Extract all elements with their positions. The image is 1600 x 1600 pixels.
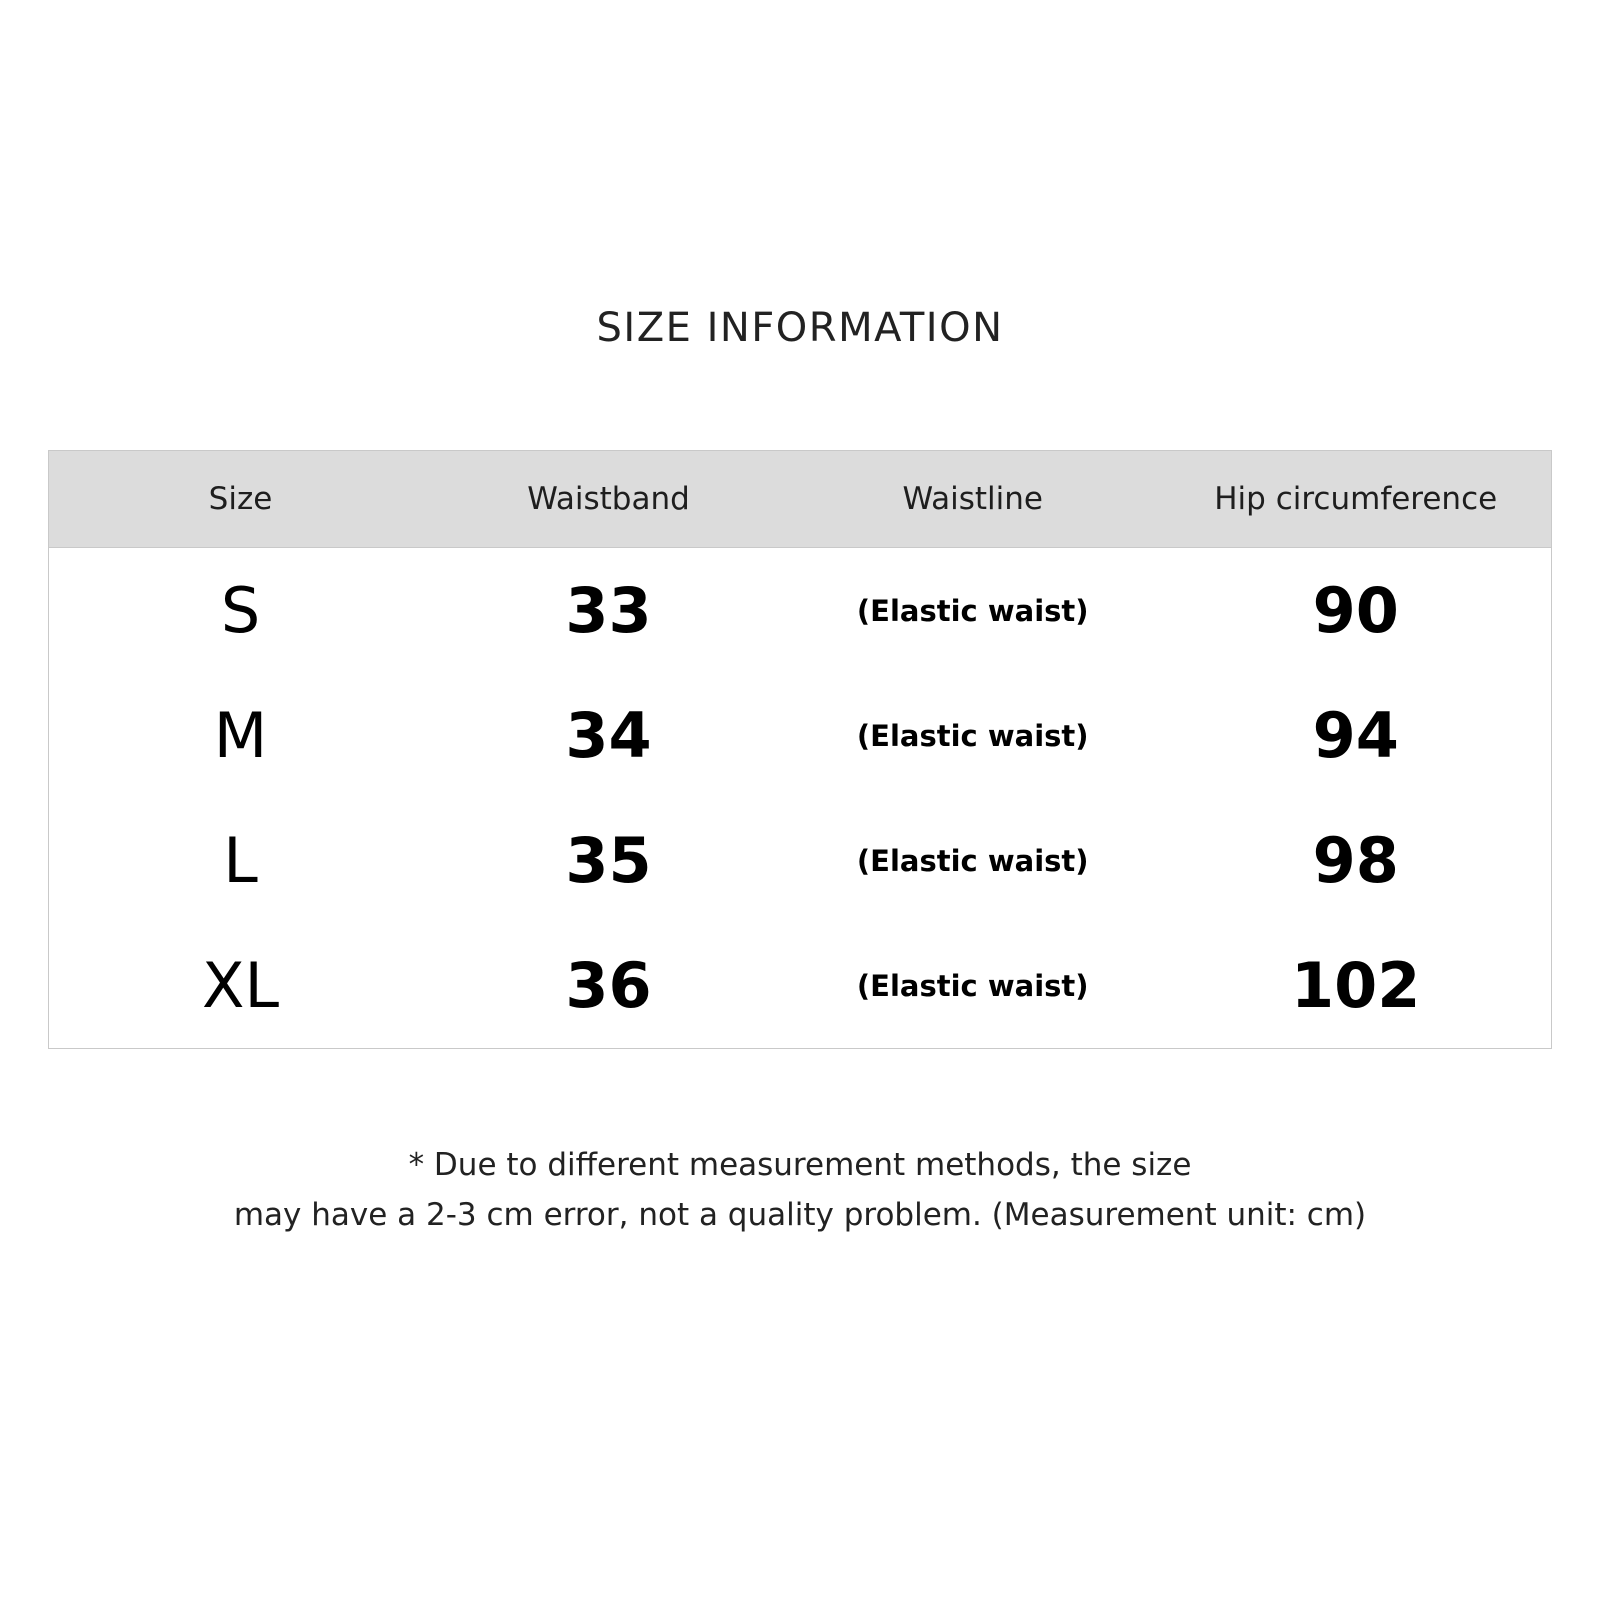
cell-waistline: (Elastic waist): [856, 968, 1089, 1003]
column-header-waistband: Waistband: [432, 451, 785, 548]
table-row: [49, 923, 1551, 1048]
table-body: [49, 548, 1551, 1049]
cell-hip: 94: [1312, 699, 1399, 772]
cell-size: M: [213, 699, 268, 772]
cell-waistline: (Elastic waist): [856, 593, 1089, 628]
table-row: [49, 548, 1551, 674]
cell-hip: 98: [1312, 824, 1399, 897]
cell-hip: 102: [1291, 949, 1421, 1022]
measurement-footnote: [0, 1140, 1600, 1240]
column-header-size: Size: [49, 451, 432, 548]
cell-waistline: (Elastic waist): [856, 843, 1089, 878]
column-header-hip-circumference: Hip circumference: [1160, 451, 1551, 548]
cell-size: L: [223, 824, 258, 897]
cell-waistline: (Elastic waist): [856, 718, 1089, 753]
page-title: SIZE INFORMATION: [596, 305, 1004, 351]
column-header-waistline: Waistline: [785, 451, 1161, 548]
cell-size: S: [220, 574, 261, 647]
cell-waistband: 34: [565, 699, 652, 772]
cell-waistband: 36: [565, 949, 652, 1022]
table-header: [49, 451, 1551, 548]
table-row: [49, 673, 1551, 798]
cell-size: XL: [201, 949, 279, 1022]
footnote-line-2: may have a 2-3 cm error, not a quality problem. (Measurement unit: cm): [233, 1197, 1367, 1233]
size-table: [49, 451, 1551, 1048]
size-information-table: [48, 450, 1552, 1049]
cell-hip: 90: [1312, 574, 1399, 647]
table-row: [49, 798, 1551, 923]
cell-waistband: 35: [565, 824, 652, 897]
table-header-row: [49, 451, 1551, 548]
footnote-line-1: * Due to different measurement methods, the size: [408, 1147, 1192, 1183]
cell-waistband: 33: [565, 574, 652, 647]
